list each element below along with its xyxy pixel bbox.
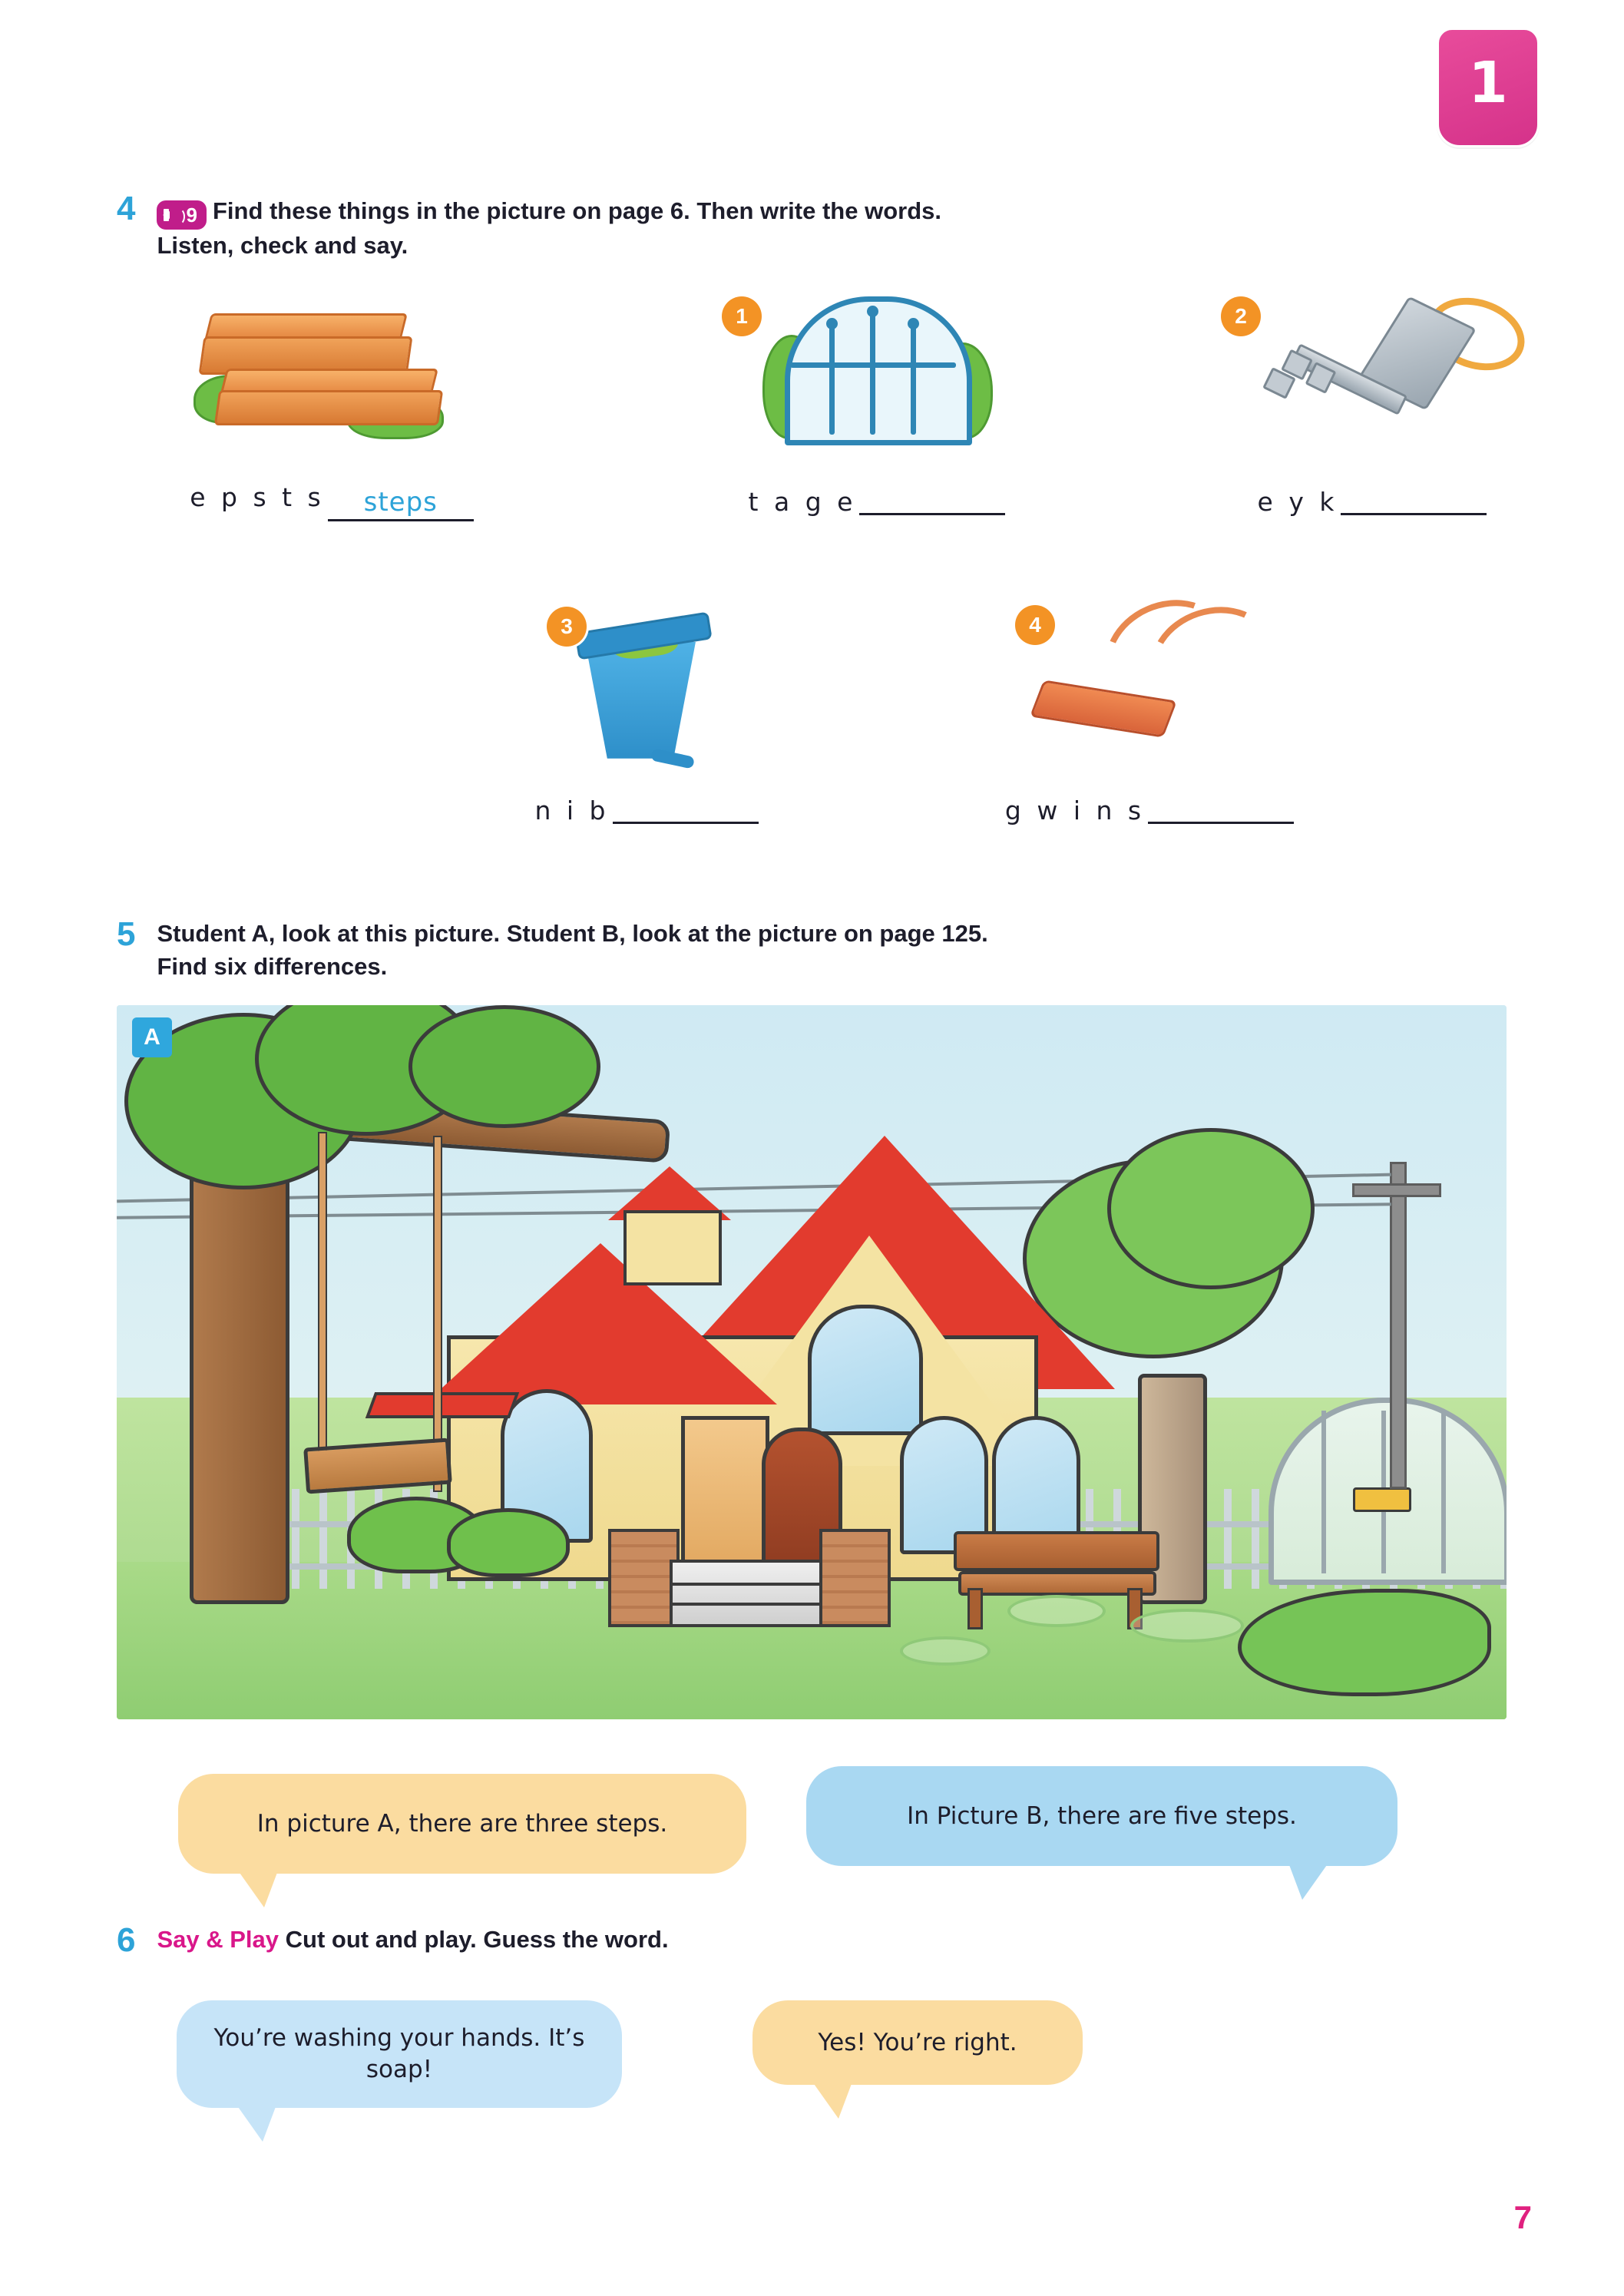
swing-rope-left xyxy=(318,1132,327,1492)
answer-gate[interactable] xyxy=(859,482,1005,515)
item-badge-1: 1 xyxy=(722,296,762,336)
ground-detail-2 xyxy=(1130,1609,1244,1643)
scene-key-icon xyxy=(1353,1487,1411,1512)
vocab-item-swing xyxy=(969,588,1330,825)
exercise-6-instruction xyxy=(157,1924,668,1957)
page-number: 7 xyxy=(1513,2199,1532,2235)
key-illustration xyxy=(1207,289,1537,481)
say-and-play-badge: Say & Play xyxy=(157,1926,279,1953)
scramble-key: e y k xyxy=(1257,486,1338,517)
speech-bubble-picture-b: In Picture B, there are five steps. xyxy=(806,1766,1397,1866)
right-tree-foliage-2 xyxy=(1107,1128,1315,1289)
picture-label-a: A xyxy=(132,1017,172,1057)
exercise-4-instruction-line1: Find these things in the picture on page 6. Then write the words. xyxy=(212,197,941,224)
exercise-6 xyxy=(117,1921,1522,1959)
exercise-5-instruction-line1: Student A, look at this picture. Student B, look at the picture on page 125. xyxy=(157,920,988,947)
item-badge-3: 3 xyxy=(547,607,587,647)
exercise-5 xyxy=(117,915,1522,1719)
utility-pole xyxy=(1390,1162,1407,1489)
bin-illustration xyxy=(485,588,808,796)
gate-illustration xyxy=(700,289,1053,481)
picture-a-scene xyxy=(117,1005,1507,1719)
shrub-2 xyxy=(447,1508,570,1577)
porch-roof xyxy=(365,1392,519,1418)
exercise-4-instruction-line2: Listen, check and say. xyxy=(157,232,408,259)
exercise-4-number: 4 xyxy=(117,190,136,227)
unit-number: 1 xyxy=(1468,50,1508,116)
answer-swing[interactable] xyxy=(1148,791,1294,824)
exercise-6-heading xyxy=(117,1921,1522,1959)
vocab-item-steps xyxy=(155,289,508,521)
house-doorway xyxy=(681,1416,769,1573)
porch-wall-right xyxy=(819,1529,891,1627)
house-front-roof xyxy=(424,1243,777,1404)
vocab-item-bin xyxy=(485,588,808,825)
speaker-icon xyxy=(163,207,181,223)
ground-detail-1 xyxy=(1007,1595,1106,1627)
speech-bubble-picture-a: In picture A, there are three steps. xyxy=(178,1774,746,1874)
vocabulary-items xyxy=(117,289,1522,872)
vocab-item-key xyxy=(1207,289,1537,517)
audio-track-number: 9 xyxy=(186,203,197,227)
scramble-swing: g w i n s xyxy=(1004,795,1146,825)
exercise-5-instruction-line2: Find six differences. xyxy=(157,952,388,980)
exercise-4-heading xyxy=(117,192,1522,263)
scramble-bin: n i b xyxy=(534,795,610,825)
unit-tab xyxy=(1437,28,1540,147)
ground-detail-3 xyxy=(900,1636,991,1666)
swing-seat xyxy=(303,1437,452,1494)
audio-track-badge[interactable] xyxy=(157,200,206,230)
exercise-6-number: 6 xyxy=(117,1921,136,1959)
swing-illustration xyxy=(969,588,1330,796)
utility-pole-crossbar xyxy=(1352,1183,1441,1197)
left-tree-foliage-3 xyxy=(408,1005,600,1128)
dormer xyxy=(623,1210,722,1285)
scramble-gate: t a g e xyxy=(748,486,857,517)
answer-key[interactable] xyxy=(1341,482,1487,515)
speech-bubble-guess: You’re washing your hands. It’s soap! xyxy=(177,2000,622,2108)
exercise-6-instruction-text: Cut out and play. Guess the word. xyxy=(285,1926,669,1953)
left-tree-trunk xyxy=(190,1166,289,1604)
speech-bubble-answer: Yes! You’re right. xyxy=(752,2000,1083,2085)
exercise-4-instruction xyxy=(157,195,941,263)
answer-bin[interactable] xyxy=(613,791,759,824)
steps-illustration xyxy=(155,289,508,481)
exercise-4 xyxy=(117,192,1522,872)
exercise-5-heading xyxy=(117,915,1522,984)
vocab-item-gate xyxy=(700,289,1053,517)
item-badge-4: 4 xyxy=(1015,605,1055,645)
exercise-5-instruction xyxy=(157,918,987,984)
scramble-steps: e p s t s xyxy=(190,481,325,512)
exercise-5-number: 5 xyxy=(117,915,136,953)
gable-window xyxy=(808,1305,923,1435)
item-badge-2: 2 xyxy=(1221,296,1261,336)
house-steps xyxy=(670,1560,829,1627)
answer-steps[interactable]: steps xyxy=(328,488,474,521)
